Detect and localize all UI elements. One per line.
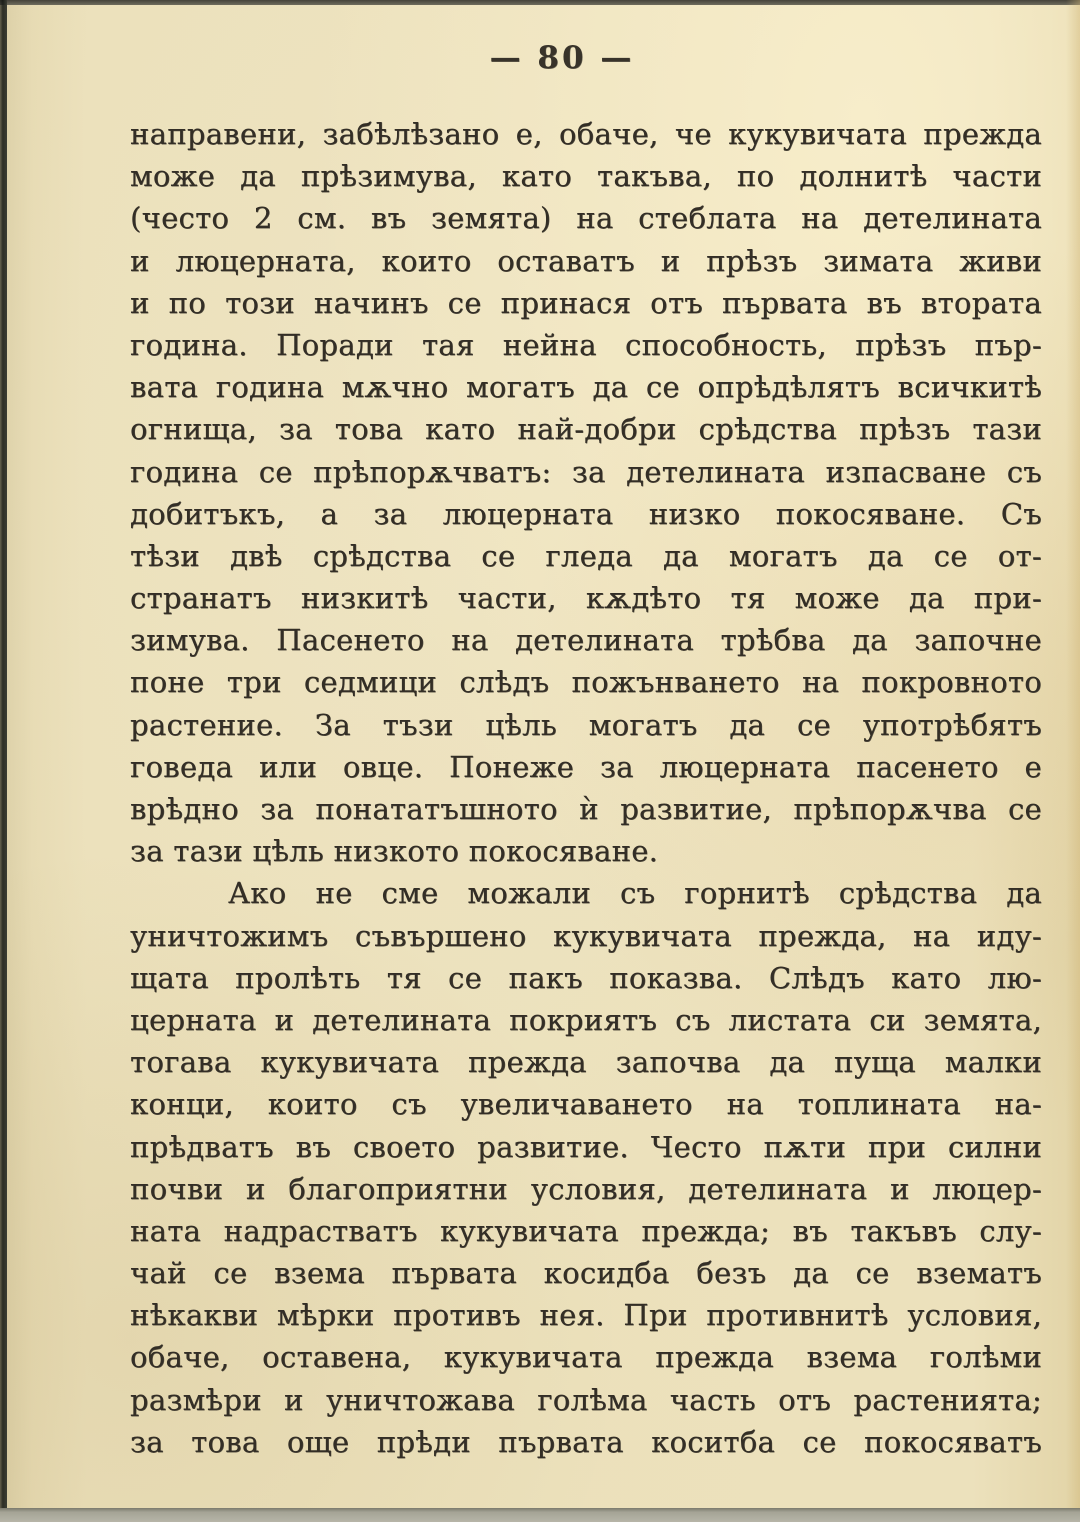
text-line: за тази цѣль низкото покосяване.	[130, 834, 659, 869]
text-line: обаче, оставена, кукувичата прежда взема голѣми	[130, 1340, 1042, 1375]
text-line: ната надрастватъ кукувичата прежда; въ такъвъ слу-	[130, 1213, 1042, 1248]
scan-edge-left	[0, 0, 7, 1522]
text-line: добитъкъ, а за люцерната низко покосяване. Съ	[130, 496, 1042, 531]
text-line: може да прѣзимува, като такъва, по долнитѣ части	[130, 159, 1042, 194]
scan-edge-bottom	[0, 1508, 1080, 1522]
text-line: размѣри и уничтожава голѣма часть отъ растенията;	[130, 1382, 1042, 1417]
text-line: Ако не сме можали съ горнитѣ срѣдства да	[228, 876, 1042, 911]
text-line: почви и благоприятни условия, детелината и люцер-	[130, 1171, 1042, 1206]
body-text	[130, 113, 1042, 1463]
text-line: уничтожимъ съвършено кукувичата прежда, на иду-	[130, 918, 1042, 953]
scan-edge-right	[1066, 0, 1080, 1522]
text-line: врѣдно за понататъшното ѝ развитие, прѣпорѫчва се	[130, 792, 1042, 826]
text-line: говеда или овце. Понеже за люцерната пасенето е	[130, 749, 1042, 784]
text-line: година се прѣпорѫчватъ: за детелината изпасване съ	[130, 454, 1042, 489]
text-line: растение. За тъзи цѣль могатъ да се употрѣбятъ	[130, 707, 1042, 742]
text-line: странатъ низкитѣ части, кѫдѣто тя може да при-	[130, 581, 1042, 616]
text-line: нѣкакви мѣрки противъ нея. При противнитѣ условия,	[130, 1298, 1042, 1333]
text-line: тѣзи двѣ срѣдства се гледа да могатъ да се от-	[130, 538, 1042, 573]
text-line: и люцерната, които оставатъ и прѣзъ зимата живи	[130, 243, 1042, 278]
text-line: чай се взема първата косидба безъ да се взематъ	[130, 1256, 1042, 1291]
text-line: огнища, за това като най-добри срѣдства прѣзъ тази	[130, 412, 1042, 447]
page-number: — 80 —	[489, 40, 635, 76]
text-line: зимува. Пасенето на детелината трѣбва да започне	[130, 623, 1042, 658]
text-line: вата година мѫчно могатъ да се опрѣдѣлятъ всичкитѣ	[130, 370, 1042, 405]
text-line: церната и детелината покриятъ съ листата си земята,	[130, 1002, 1042, 1037]
scan-edge-top	[0, 0, 1080, 5]
text-line: и по този начинъ се принася отъ първата въ втората	[130, 285, 1042, 320]
text-line: прѣдватъ въ своето развитие. Често пѫти при силни	[130, 1129, 1042, 1164]
text-line: щата пролѣть тя се пакъ показва. Слѣдъ като лю-	[130, 960, 1042, 995]
text-line: (често 2 см. въ земята) на стеблата на детелината	[130, 201, 1042, 236]
text-line: година. Поради тая нейна способность, прѣзъ пър-	[130, 327, 1042, 362]
text-line: направени, забѣлѣзано е, обаче, че кукувичата прежда	[130, 117, 1042, 151]
text-line: конци, които съ увеличаването на топлината на-	[130, 1087, 1042, 1122]
text-line: тогава кукувичата прежда започва да пуща малки	[130, 1045, 1042, 1080]
text-line: за това още прѣди първата коситба се покосяватъ	[130, 1424, 1042, 1459]
text-line: поне три седмици слѣдъ пожънването на покровното	[130, 665, 1042, 700]
